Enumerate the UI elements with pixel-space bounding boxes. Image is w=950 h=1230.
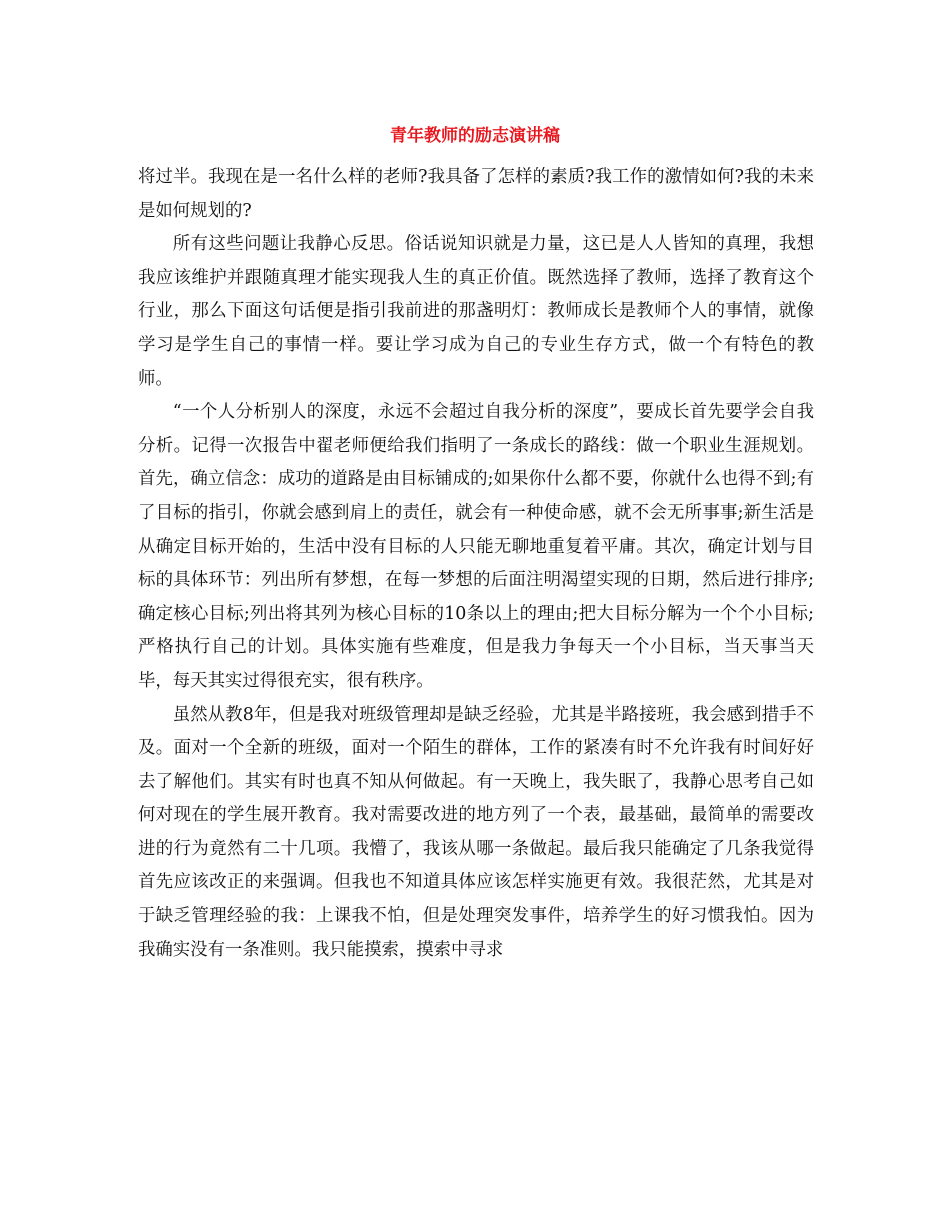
- paragraph-4: 虽然从教8年，但是我对班级管理却是缺乏经验，尤其是半路接班，我会感到措手不及。面对一个全新的班级，面对一个陌生的群体，工作的紧凑有时不允许我有时间好好去了解他们。其实有时也真不知从何做起。有一天晚上，我失眠了，我静心思考自己如何对现在的学生展开教育。我对需要改进的地方列了一个表，最基础，最简单的需要改进的行为竟然有二十几项。我懵了，我该从哪一条做起。最后我只能确定了几条我觉得首先应该改正的来强调。但我也不知道具体应该怎样实施更有效。我很茫然，尤其是对于缺乏管理经验的我：上课我不怕，但是处理突发事件，培养学生的好习惯我怕。因为我确实没有一条准则。我只能摸索，摸索中寻求: [138, 704, 814, 960]
- paragraph-1: 将过半。我现在是一名什么样的老师?我具备了怎样的素质?我工作的激情如何?我的未来是如何规划的?: [138, 167, 814, 221]
- paragraph-2: 所有这些问题让我静心反思。俗话说知识就是力量，这已是人人皆知的真理，我想我应该维护并跟随真理才能实现我人生的真正价值。既然选择了教师，选择了教育这个行业，那么下面这句话便是指引我前进的那盏明灯：教师成长是教师个人的事情，就像学习是学生自己的事情一样。要让学习成为自己的专业生存方式，做一个有特色的教师。: [138, 234, 814, 389]
- document-title: 青年教师的励志演讲稿: [390, 126, 560, 146]
- document-body: [138, 161, 814, 967]
- paragraph-3: “一个人分析别人的深度，永远不会超过自我分析的深度”，要成长首先要学会自我分析。记得一次报告中翟老师便给我们指明了一条成长的路线：做一个职业生涯规划。首先，确立信念：成功的道路是由目标铺成的;如果你什么都不要，你就什么也得不到;有了目标的指引，你就会感到肩上的责任，就会有一种使命感，就不会无所事事;新生活是从确定目标开始的，生活中没有目标的人只能无聊地重复着平庸。其次，确定计划与目标的具体环节：列出所有梦想，在每一梦想的后面注明渴望实现的日期，然后进行排序;确定核心目标;列出将其列为核心目标的10条以上的理由;把大目标分解为一个个小目标;严格执行自己的计划。具体实施有些难度，但是我力争每天一个小目标，当天事当天毕，每天其实过得很充实，很有秩序。: [138, 402, 814, 691]
